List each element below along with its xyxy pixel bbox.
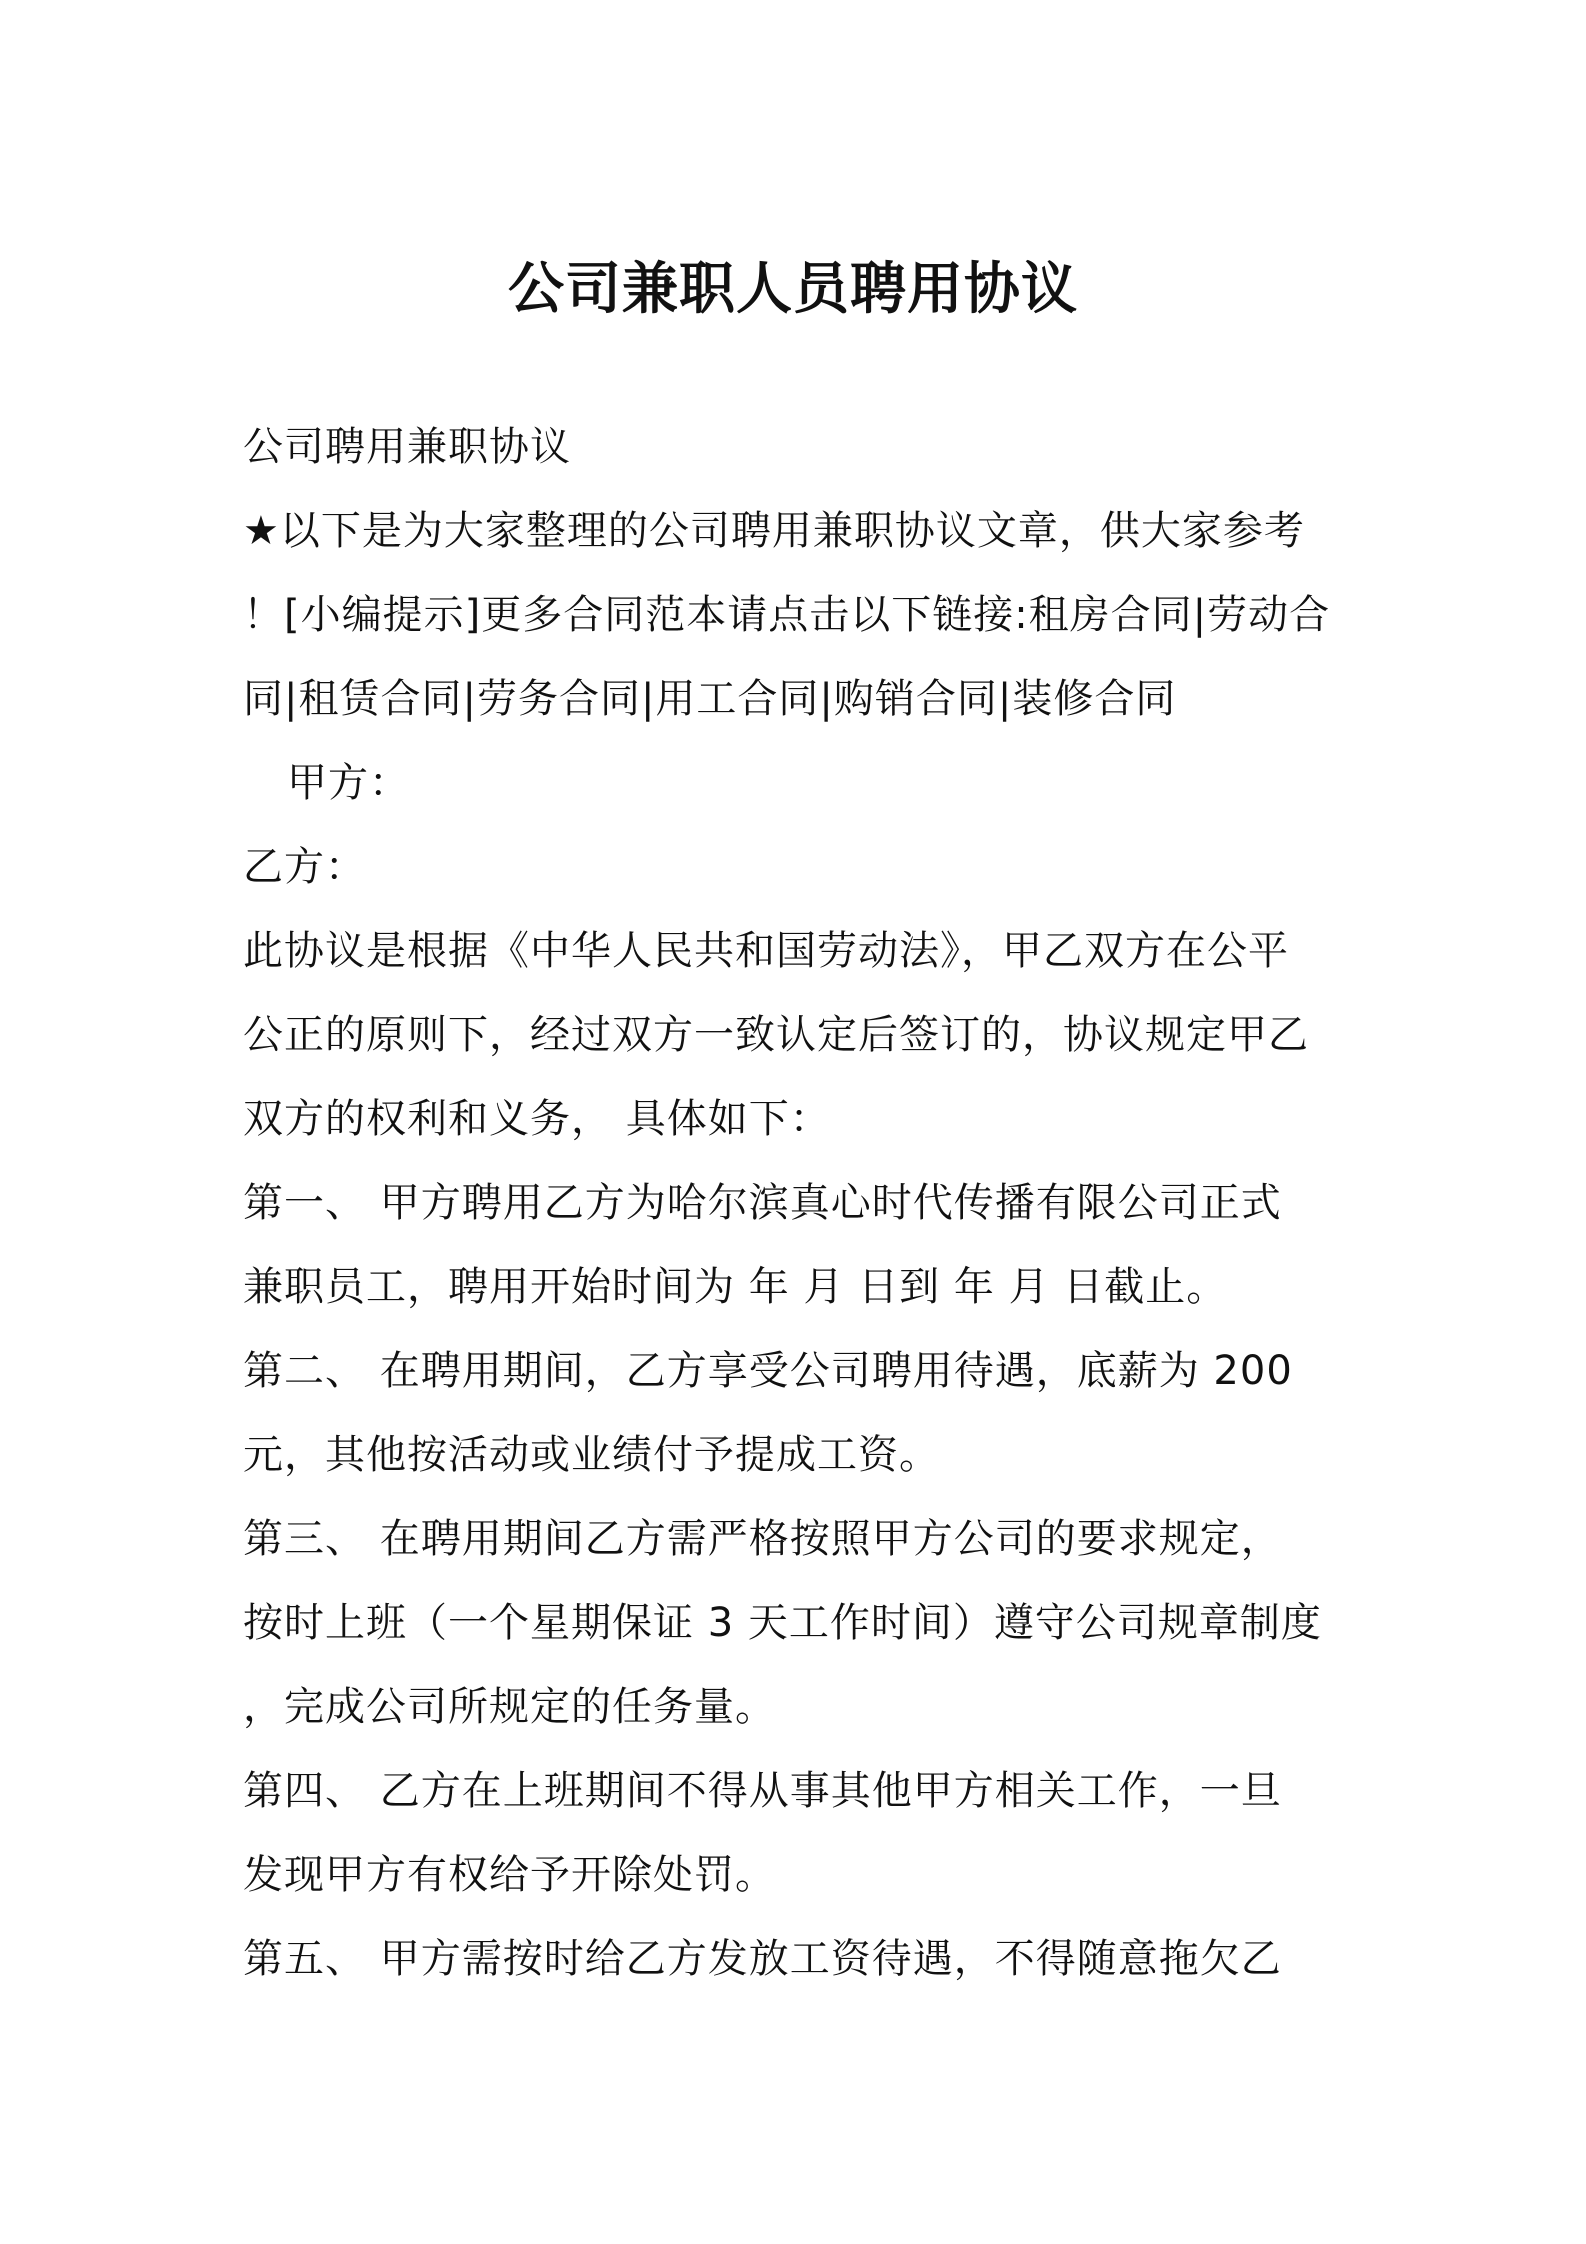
text-line-preamble-2: 公正的原则下，经过双方一致认定后签订的，协议规定甲乙: [243, 1012, 1309, 1058]
text-line-preamble-1: 此协议是根据《中华人民共和国劳动法》，甲乙双方在公平: [243, 928, 1289, 974]
document-body: [243, 405, 1383, 2001]
document-title: 公司兼职人员聘用协议: [508, 257, 1078, 322]
clause-3-line-3: ，完成公司所规定的任务量。: [243, 1684, 776, 1730]
text-line-links-cont: 同|租赁合同|劳务合同|用工合同|购销合同|装修合同: [243, 676, 1177, 722]
text-line-intro: ★以下是为大家整理的公司聘用兼职协议文章，供大家参考: [243, 508, 1305, 554]
clause-4-line-2: 发现甲方有权给予开除处罚。: [243, 1852, 776, 1898]
clause-3-line-2: 按时上班（一个星期保证 3 天工作时间）遵守公司规章制度: [243, 1600, 1322, 1646]
clause-1-line-1: 第一、 甲方聘用乙方为哈尔滨真心时代传播有限公司正式: [243, 1180, 1282, 1226]
clause-3-line-1: 第三、 在聘用期间乙方需严格按照甲方公司的要求规定，: [243, 1516, 1282, 1562]
party-a-label: 甲方：: [287, 760, 410, 806]
text-line-links: ！[小编提示]更多合同范本请点击以下链接:租房合同|劳动合: [243, 592, 1331, 638]
text-line-preamble-3: 双方的权利和义务， 具体如下：: [243, 1096, 831, 1142]
party-b-label: 乙方：: [243, 844, 366, 890]
clause-2-line-1: 第二、 在聘用期间，乙方享受公司聘用待遇，底薪为 200: [243, 1348, 1293, 1394]
clause-5-line-1: 第五、 甲方需按时给乙方发放工资待遇，不得随意拖欠乙: [243, 1936, 1282, 1982]
clause-4-line-1: 第四、 乙方在上班期间不得从事其他甲方相关工作，一旦: [243, 1768, 1282, 1814]
clause-2-line-2: 元，其他按活动或业绩付予提成工资。: [243, 1432, 940, 1478]
text-line-subtitle: 公司聘用兼职协议: [243, 424, 571, 470]
clause-1-line-2: 兼职员工，聘用开始时间为 年 月 日到 年 月 日截止。: [243, 1264, 1228, 1310]
